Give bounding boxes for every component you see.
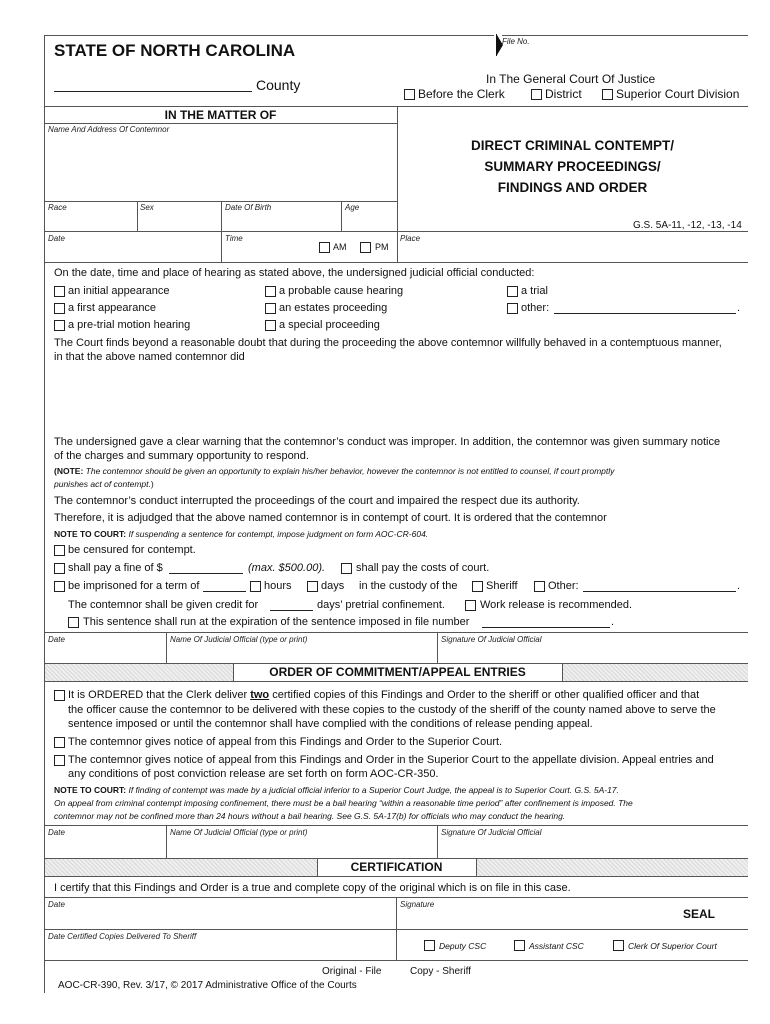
sheriff-checkbox[interactable]	[472, 581, 483, 592]
pretrial-motion-checkbox[interactable]	[54, 320, 65, 331]
custody-label: in the custody of the	[359, 580, 458, 592]
matter-top-rule	[44, 106, 397, 107]
item1-a: It is ORDERED that the Clerk deliver	[68, 689, 248, 701]
other-custody-input[interactable]	[583, 591, 736, 592]
dob-label: Date Of Birth	[225, 203, 272, 212]
other-custody-period: .	[737, 580, 741, 592]
county-input[interactable]	[54, 91, 252, 92]
file-number-input[interactable]	[482, 627, 610, 628]
other-period: .	[737, 302, 741, 314]
age-label: Age	[345, 203, 360, 212]
race-label: Race	[48, 203, 67, 212]
assistant-csc-label: Assistant CSC	[529, 941, 584, 951]
commitment-heading: ORDER OF COMMITMENT/APPEAL ENTRIES	[269, 665, 526, 679]
delivered-label: Date Certified Copies Delivered To Sheriff	[48, 932, 197, 941]
first-appearance-label: a first appearance	[68, 302, 157, 314]
finding-line2: in that the above named contemnor did	[54, 351, 245, 363]
censured-label: be censured for contempt.	[68, 544, 196, 556]
item1-b: certified copies of this Findings and Order to the sheriff or other qualified officer and that	[272, 689, 700, 701]
sig1-top-rule	[44, 632, 748, 633]
form-title	[397, 135, 748, 198]
warning-line1: The undersigned gave a clear warning that the contemnor’s conduct was improper. In addition, the contemnor was given summary notice	[54, 436, 721, 448]
days-checkbox[interactable]	[307, 581, 318, 592]
clerk-superior-checkbox[interactable]	[613, 940, 624, 951]
estates-proceeding-checkbox[interactable]	[265, 303, 276, 314]
fine-max-label: (max. $500.00).	[248, 562, 326, 574]
sig2-divider-a	[166, 825, 167, 858]
fine-label: shall pay a fine of $	[68, 562, 163, 574]
cert-signature-field[interactable]	[400, 911, 660, 929]
work-release-checkbox[interactable]	[465, 600, 476, 611]
footer-copy: Copy - Sheriff	[410, 966, 471, 977]
item3-line1: The contemnor gives notice of appeal from this Findings and Order in the Superior Court to the appellate division. Appeal entries and	[68, 754, 714, 766]
am-label: AM	[333, 242, 347, 252]
commitment-shade-right	[562, 664, 748, 681]
cert-date-label: Date	[48, 900, 65, 909]
sex-label: Sex	[140, 203, 154, 212]
finding-line1: The Court finds beyond a reasonable doubt that during the proceeding the above contemnor willfully behaved in a contemptuous manner,	[54, 337, 722, 349]
hours-label: hours	[264, 580, 292, 592]
district-checkbox[interactable]	[531, 89, 542, 100]
appeal-appellate-checkbox[interactable]	[54, 755, 65, 766]
item1-line1	[68, 688, 699, 702]
note-court-2-line2: On appeal from criminal contempt imposing confinement, there must be a bail hearing “within a reasonable time period” after confinement is imposed. The	[54, 798, 633, 808]
fine-checkbox[interactable]	[54, 563, 65, 574]
race-sex-divider	[137, 201, 138, 231]
sig1-divider-b	[437, 632, 438, 663]
note-court-1-label: NOTE TO COURT:	[54, 529, 127, 539]
expiration-checkbox[interactable]	[68, 617, 79, 628]
clerk-superior-label: Clerk Of Superior Court	[628, 941, 717, 951]
sig2-signature-label: Signature Of Judicial Official	[441, 828, 542, 837]
cert-shade-left	[45, 859, 317, 876]
note-court-2-label: NOTE TO COURT:	[54, 785, 127, 795]
file-no-divider	[496, 34, 497, 56]
commitment-bottom-rule	[44, 681, 748, 682]
proceeding-intro: On the date, time and place of hearing as stated above, the undersigned judicial official conducted:	[54, 267, 535, 279]
sig2-divider-b	[437, 825, 438, 858]
district-label: District	[545, 87, 582, 101]
interrupt-line: The contemnor’s conduct interrupted the proceedings of the court and impaired the respect due its authority.	[54, 495, 580, 507]
before-clerk-label: Before the Clerk	[418, 87, 505, 101]
note-court-1-text: If suspending a sentence for contempt, impose judgment on form AOC-CR-604.	[128, 529, 429, 539]
dob-age-divider	[341, 201, 342, 231]
sig1-signature-label: Signature Of Judicial Official	[441, 635, 542, 644]
sig2-top-rule	[44, 825, 748, 826]
sig1-divider-a	[166, 632, 167, 663]
warning-note-text2: punishes act of contempt.	[54, 479, 151, 489]
footer-form-id: AOC-CR-390, Rev. 3/17, © 2017 Administrative Office of the Courts	[58, 980, 357, 991]
warning-note-line2: punishes act of contempt.)	[54, 479, 154, 489]
sig2-name-label: Name Of Judicial Official (type or print)	[170, 828, 308, 837]
warning-line2: of the charges and summary opportunity to respond.	[54, 450, 309, 462]
cert-delivered-rule	[44, 929, 748, 930]
pretrial-motion-label: a pre-trial motion hearing	[68, 319, 191, 331]
note-court-2-line1: If finding of contempt was made by a judicial official inferior to a Superior Court Judge, the appeal is to Superior Court. G.S. 5A-17.	[128, 785, 619, 795]
sig1-date-label: Date	[48, 635, 65, 644]
before-clerk-checkbox[interactable]	[404, 89, 415, 100]
other-proceeding-label: other:	[521, 302, 550, 314]
sig2-signature-field[interactable]	[441, 839, 741, 857]
pm-label: PM	[375, 242, 389, 252]
estates-proceeding-label: an estates proceeding	[279, 302, 388, 314]
matter-heading-rule	[44, 123, 397, 124]
hours-checkbox[interactable]	[250, 581, 261, 592]
commitment-shade-left	[45, 664, 233, 681]
expiration-label: This sentence shall run at the expiration of the sentence imposed in file number	[83, 616, 470, 628]
item1-line3: sentence imposed or until the contemnor shall have complied with the conditions of release pending appeal.	[68, 718, 593, 730]
file-no-label: File No.	[502, 37, 530, 46]
initial-appearance-label: an initial appearance	[68, 285, 170, 297]
superior-court-checkbox[interactable]	[602, 89, 613, 100]
sig1-signature-field[interactable]	[441, 646, 741, 662]
item3-line2: any conditions of post conviction release are set forth on form AOC-CR-350.	[68, 768, 439, 780]
court-label: In The General Court Of Justice	[486, 72, 656, 86]
sig2-date-label: Date	[48, 828, 65, 837]
appeal-superior-checkbox[interactable]	[54, 737, 65, 748]
cert-heading-bottom-rule	[44, 876, 748, 877]
probable-cause-label: a probable cause hearing	[279, 285, 404, 297]
sig1-name-label: Name Of Judicial Official (type or print)	[170, 635, 308, 644]
assistant-csc-checkbox[interactable]	[514, 940, 525, 951]
cert-signature-label: Signature	[400, 900, 435, 909]
imprisoned-label: be imprisoned for a term of	[68, 580, 200, 592]
form-title-line2: SUMMARY PROCEEDINGS/	[484, 159, 661, 174]
date-label: Date	[48, 234, 65, 243]
warning-note-label: NOTE:	[56, 466, 84, 476]
superior-court-label: Superior Court Division	[616, 87, 740, 101]
censured-checkbox[interactable]	[54, 545, 65, 556]
name-address-field[interactable]	[45, 135, 395, 199]
place-label: Place	[400, 234, 421, 243]
contempt-conduct-field[interactable]	[54, 366, 744, 432]
item2-line: The contemnor gives notice of appeal from this Findings and Order to the Superior Court.	[68, 736, 503, 748]
commitment-divider-b	[562, 663, 563, 681]
name-address-label: Name And Address Of Contemnor	[48, 125, 170, 134]
seal-label: SEAL	[683, 907, 716, 921]
deputy-csc-checkbox[interactable]	[424, 940, 435, 951]
cert-shade-right	[476, 859, 748, 876]
form-title-line1: DIRECT CRIMINAL CONTEMPT/	[471, 138, 674, 153]
county-label: County	[256, 77, 301, 93]
matter-heading: IN THE MATTER OF	[164, 108, 277, 122]
credit-label-a: The contemnor shall be given credit for	[68, 599, 259, 611]
certification-heading: CERTIFICATION	[350, 860, 443, 874]
first-appearance-checkbox[interactable]	[54, 303, 65, 314]
costs-label: shall pay the costs of court.	[356, 562, 490, 574]
top-rule-right	[502, 35, 748, 36]
other-proceeding-input[interactable]	[554, 313, 736, 314]
state-title: STATE OF NORTH CAROLINA	[54, 41, 296, 60]
date-row-rule	[44, 231, 397, 232]
am-checkbox[interactable]	[319, 242, 330, 253]
costs-checkbox[interactable]	[341, 563, 352, 574]
fine-amount-input[interactable]	[169, 573, 243, 574]
proceeding-top-rule	[44, 262, 748, 263]
adjudged-line: Therefore, it is adjudged that the above named contemnor is in contempt of court. It is ordered that the contemnor	[54, 512, 607, 524]
footer-top-rule	[44, 960, 748, 961]
statute-reference: G.S. 5A-11, -12, -13, -14	[633, 220, 742, 231]
sheriff-label: Sheriff	[486, 580, 518, 592]
warning-note: (NOTE: The contemnor should be given an opportunity to explain his/her behavior, however the contemnor is not entitled to counsel, if court promptly	[54, 466, 615, 476]
footer-original: Original - File	[322, 966, 382, 977]
form-title-line3: FINDINGS AND ORDER	[497, 180, 648, 195]
other-proceeding-checkbox[interactable]	[507, 303, 518, 314]
certification-text: I certify that this Findings and Order is a true and complete copy of the original which is on file in this case.	[54, 882, 571, 894]
credit-label-b: days’ pretrial confinement.	[317, 599, 445, 611]
deputy-csc-label: Deputy CSC	[439, 941, 487, 951]
item1-line2: the officer cause the contemnor to be delivered with these copies to the custody of the sheriff of the county named above to serve the	[68, 704, 716, 716]
credit-days-input[interactable]	[270, 610, 313, 611]
pm-checkbox[interactable]	[360, 242, 371, 253]
term-input[interactable]	[203, 591, 246, 592]
ordered-checkbox[interactable]	[54, 690, 65, 701]
trial-checkbox[interactable]	[507, 286, 518, 297]
item1-two: two	[250, 689, 270, 701]
time-label: Time	[225, 234, 243, 243]
expiration-period: .	[611, 616, 615, 628]
special-proceeding-label: a special proceeding	[279, 319, 380, 331]
matter-top-rule-right	[397, 106, 748, 107]
initial-appearance-checkbox[interactable]	[54, 286, 65, 297]
note-court-2-line3: contemnor may not be confined more than 24 hours without a bail hearing. See G.S. 5A-17(b) for officials who may conduct the hearing.	[54, 811, 566, 821]
days-label: days	[321, 580, 345, 592]
probable-cause-checkbox[interactable]	[265, 286, 276, 297]
work-release-label: Work release is recommended.	[480, 599, 633, 611]
special-proceeding-checkbox[interactable]	[265, 320, 276, 331]
warning-note-text1: The contemnor should be given an opportunity to explain his/her behavior, however the contemnor is not entitled to counsel, if court promptly	[85, 466, 615, 476]
note-court-1	[54, 528, 428, 540]
cert-divider-b	[476, 858, 477, 876]
top-rule	[44, 35, 494, 36]
trial-label: a trial	[521, 285, 548, 297]
note-court-2	[54, 784, 619, 796]
other-custody-checkbox[interactable]	[534, 581, 545, 592]
other-custody-label: Other:	[548, 580, 579, 592]
imprisoned-checkbox[interactable]	[54, 581, 65, 592]
